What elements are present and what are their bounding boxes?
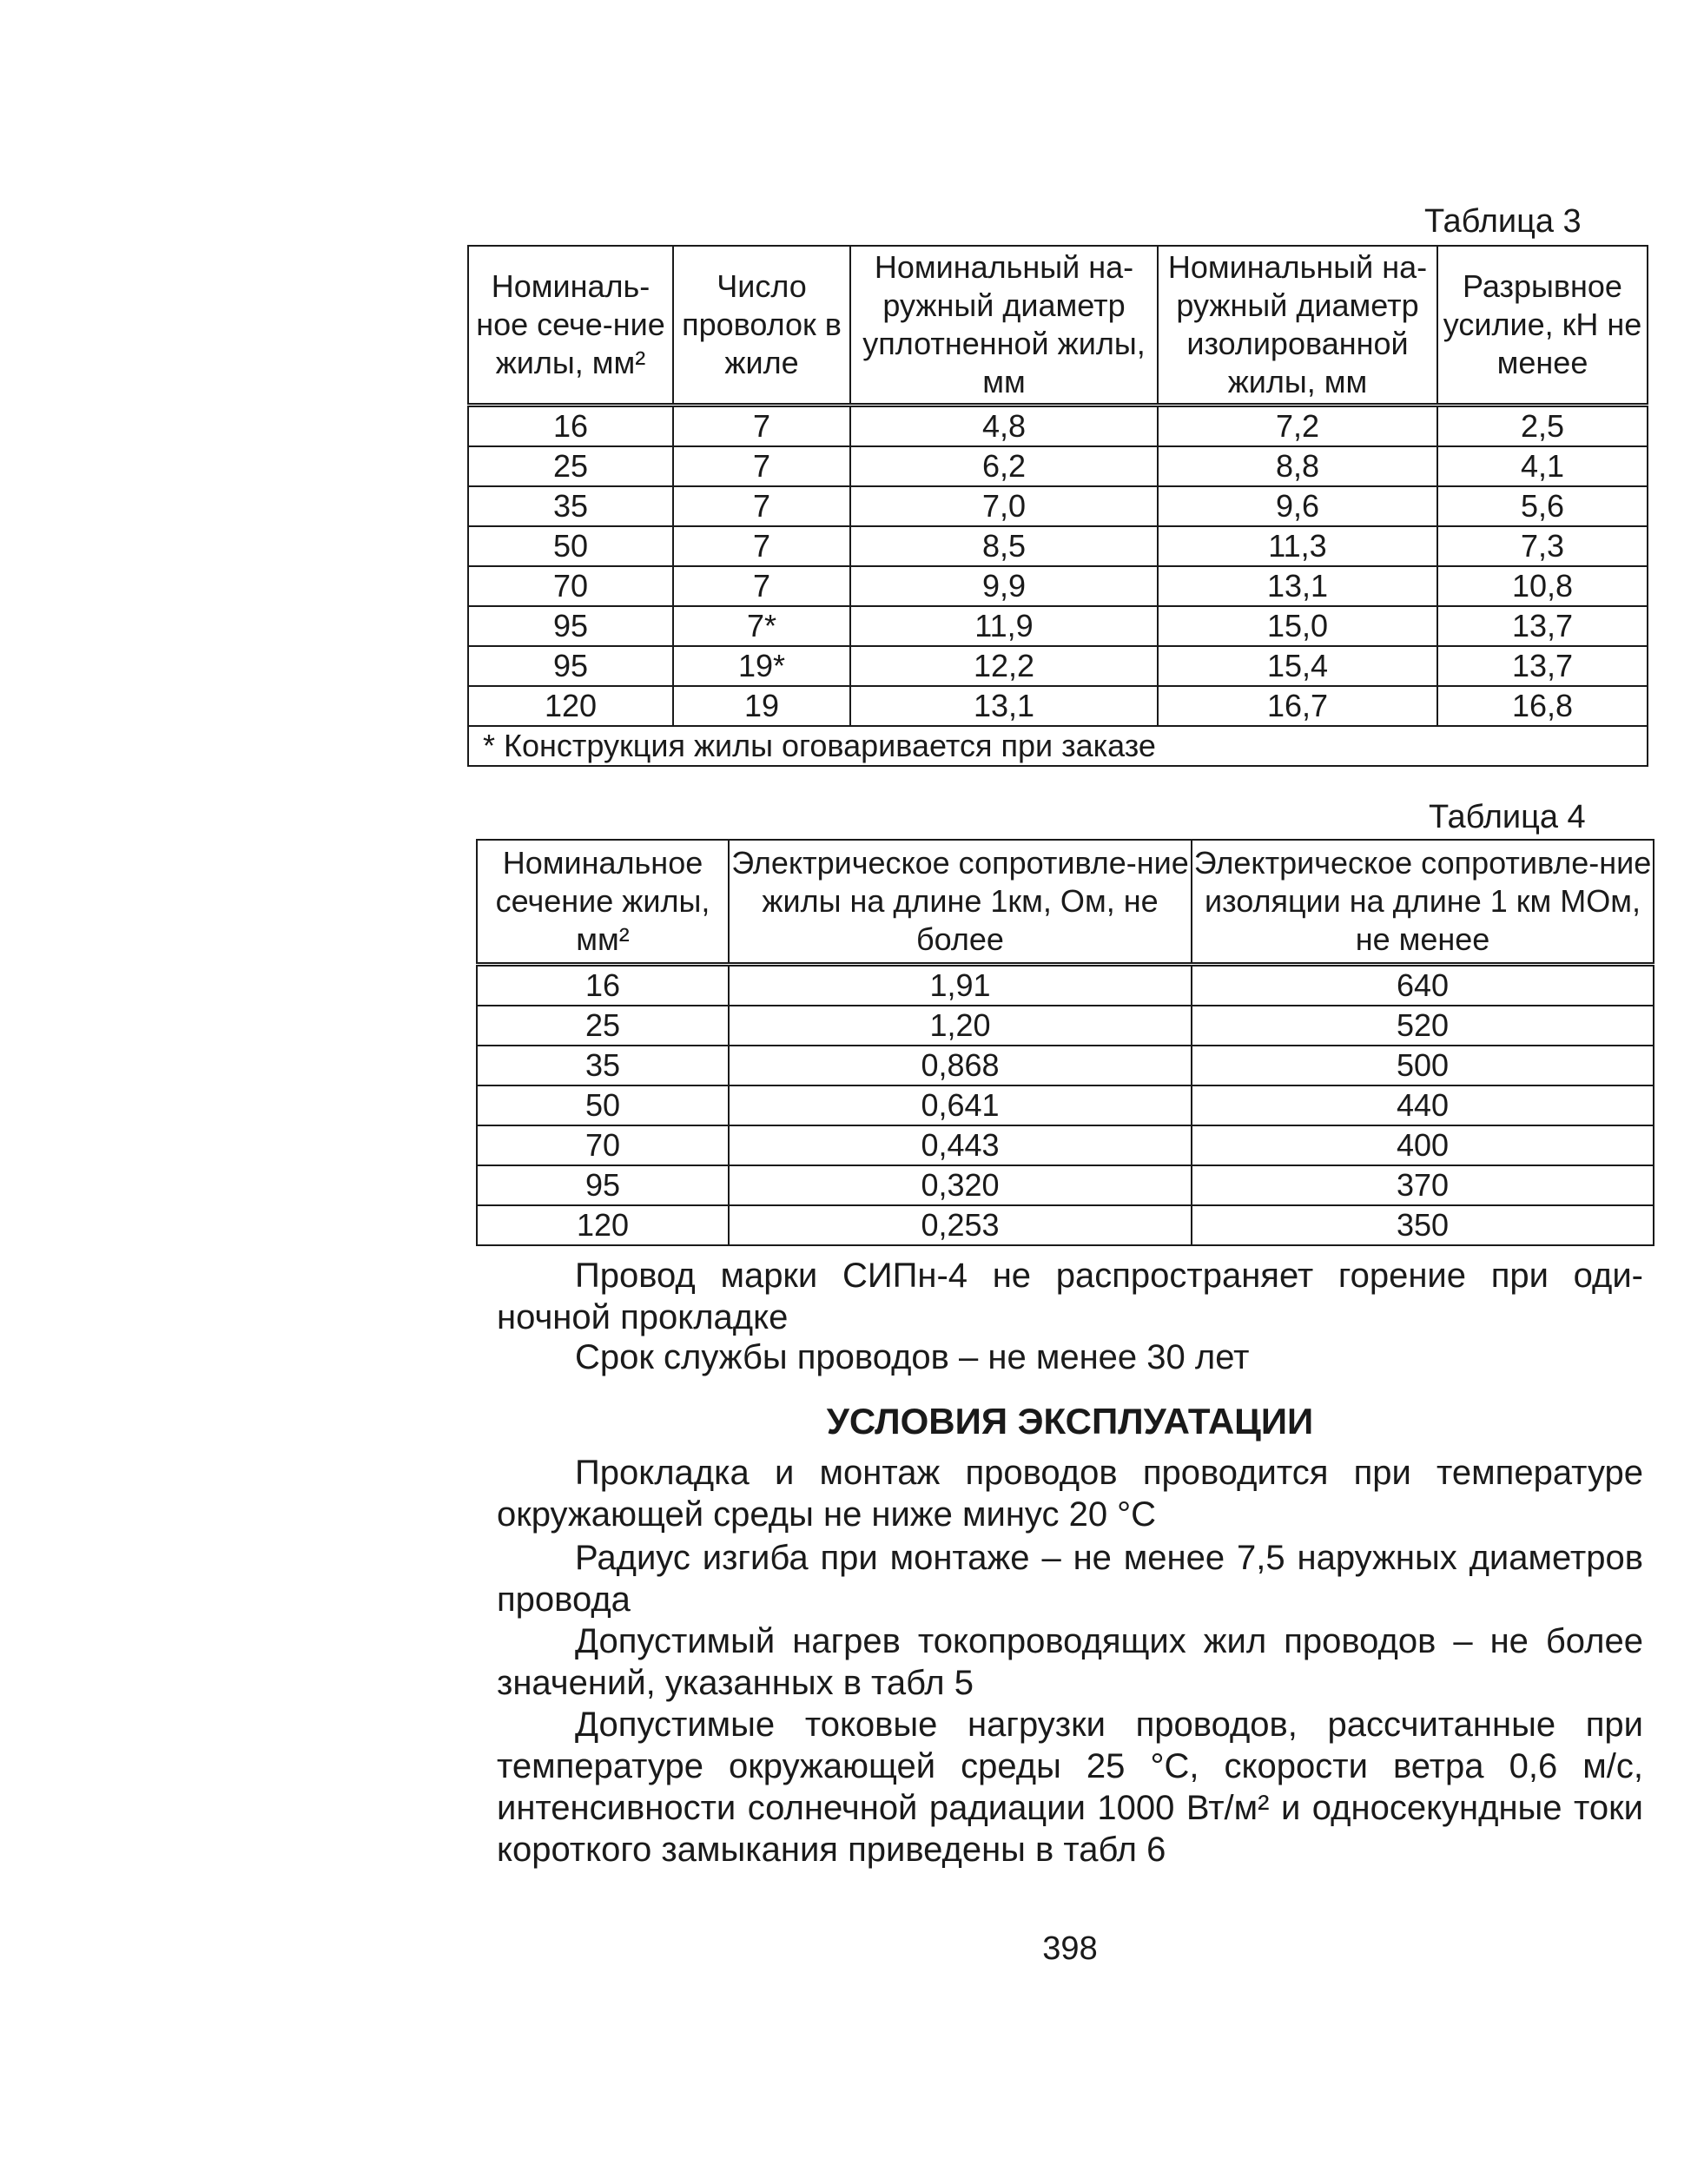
table4-cell: 35	[477, 1046, 729, 1085]
paragraph-service-life: Срок службы проводов – не менее 30 лет	[575, 1338, 1250, 1376]
table3-cell: 35	[468, 486, 673, 526]
table3-header-cell: Номинальный на-ружный диаметр уплотненной жилы, мм	[850, 246, 1158, 406]
table4-cell: 520	[1192, 1006, 1654, 1046]
table4-cell: 640	[1192, 965, 1654, 1006]
table4-row	[477, 1006, 1654, 1046]
table3-cell: 8,8	[1158, 446, 1437, 486]
table3-cell: 13,7	[1437, 646, 1648, 686]
table4-row	[477, 1205, 1654, 1245]
table3-cell: 7*	[673, 606, 850, 646]
table3-row	[468, 686, 1648, 726]
section-paragraph: Допустимый нагрев токопроводящих жил проводов – не более значений, указанных в табл 5	[497, 1622, 1643, 1702]
table3-cell: 11,3	[1158, 526, 1437, 566]
table3-cell: 16,8	[1437, 686, 1648, 726]
table3-cell: 95	[468, 606, 673, 646]
table4-cell: 25	[477, 1006, 729, 1046]
table3-cell: 95	[468, 646, 673, 686]
page-number: 398	[1042, 1930, 1098, 1967]
table3-cell: 4,1	[1437, 446, 1648, 486]
table4-cell: 0,443	[729, 1125, 1192, 1165]
table3-row	[468, 566, 1648, 606]
table3-row	[468, 486, 1648, 526]
table3-header-cell: Число проволок в жиле	[673, 246, 850, 406]
table3-cell: 7	[673, 446, 850, 486]
table3-cell: 16	[468, 406, 673, 447]
table4-cell: 50	[477, 1085, 729, 1125]
table4	[476, 839, 1654, 1246]
table3-cell: 9,9	[850, 566, 1158, 606]
table3-cell: 11,9	[850, 606, 1158, 646]
table3-header-cell: Разрывное усилие, кН не менее	[1437, 246, 1648, 406]
table4-caption: Таблица 4	[1429, 799, 1586, 835]
table3-header-row	[468, 246, 1648, 406]
table3-row	[468, 446, 1648, 486]
table4-header-row	[477, 840, 1654, 965]
table3-cell: 8,5	[850, 526, 1158, 566]
table3-cell: 50	[468, 526, 673, 566]
table4-cell: 0,253	[729, 1205, 1192, 1245]
table3-cell: 7,2	[1158, 406, 1437, 447]
table4-cell: 370	[1192, 1165, 1654, 1205]
section-paragraph: Прокладка и монтаж проводов проводится при температуре окружающей среды не ниже минус 20 °С	[497, 1454, 1643, 1534]
table3-cell: 13,1	[850, 686, 1158, 726]
table3-cell: 120	[468, 686, 673, 726]
table4-cell: 70	[477, 1125, 729, 1165]
table3-cell: 7	[673, 486, 850, 526]
table3-cell: 7	[673, 406, 850, 447]
section-paragraph: Допустимые токовые нагрузки проводов, рассчитанные при температуре окружающей среды 25 °С, скорости ветра 0,6 м/с, интенсивности солнечной радиации 1000 Вт/м² и односекундные токи короткого замыкания приведены в табл 6	[497, 1706, 1643, 1869]
table3-cell: 13,1	[1158, 566, 1437, 606]
table4-cell: 16	[477, 965, 729, 1006]
table4-cell: 0,320	[729, 1165, 1192, 1205]
table3-cell: 10,8	[1437, 566, 1648, 606]
table4-cell: 120	[477, 1205, 729, 1245]
table3-cell: 13,7	[1437, 606, 1648, 646]
section-heading: УСЛОВИЯ ЭКСПЛУАТАЦИИ	[826, 1401, 1314, 1442]
table3-cell: 7	[673, 566, 850, 606]
table4-cell: 1,91	[729, 965, 1192, 1006]
table4-row	[477, 1046, 1654, 1085]
table4-cell: 400	[1192, 1125, 1654, 1165]
table4-row	[477, 965, 1654, 1006]
table3-caption: Таблица 3	[1424, 203, 1582, 240]
table3-cell: 6,2	[850, 446, 1158, 486]
table3-cell: 5,6	[1437, 486, 1648, 526]
table3-cell: 7,3	[1437, 526, 1648, 566]
table3-body	[468, 406, 1648, 727]
table4-row	[477, 1125, 1654, 1165]
table4-row	[477, 1165, 1654, 1205]
table3-footnote-row	[468, 726, 1648, 766]
table3-header-cell: Номиналь-ное сече-ние жилы, мм²	[468, 246, 673, 406]
table4-cell: 0,868	[729, 1046, 1192, 1085]
table3	[467, 245, 1648, 767]
table3-row	[468, 526, 1648, 566]
table3-cell: 2,5	[1437, 406, 1648, 447]
table3-cell: 16,7	[1158, 686, 1437, 726]
table3-cell: 70	[468, 566, 673, 606]
table3-cell: 15,4	[1158, 646, 1437, 686]
table3-row	[468, 606, 1648, 646]
paragraph-flammability: Провод марки СИПн-4 не распространяет горение при оди-ночной прокладке	[497, 1257, 1643, 1336]
table3-row	[468, 646, 1648, 686]
table4-body	[477, 965, 1654, 1246]
table4-cell: 1,20	[729, 1006, 1192, 1046]
table3-cell: 25	[468, 446, 673, 486]
table3-row	[468, 406, 1648, 447]
table3-header-cell: Номинальный на-ружный диаметр изолированной жилы, мм	[1158, 246, 1437, 406]
table4-header-cell: Электрическое сопротивле-ние изоляции на длине 1 км МОм, не менее	[1192, 840, 1654, 965]
table4-cell: 440	[1192, 1085, 1654, 1125]
table4-row	[477, 1085, 1654, 1125]
table3-cell: 19	[673, 686, 850, 726]
table4-cell: 95	[477, 1165, 729, 1205]
table4-cell: 0,641	[729, 1085, 1192, 1125]
section-paragraph: Радиус изгиба при монтаже – не менее 7,5 наружных диаметров провода	[497, 1539, 1643, 1619]
table3-footnote: * Конструкция жилы оговаривается при заказе	[468, 726, 1648, 766]
table3-cell: 7	[673, 526, 850, 566]
table4-header-cell: Электрическое сопротивле-ние жилы на длине 1км, Ом, не более	[729, 840, 1192, 965]
table3-cell: 9,6	[1158, 486, 1437, 526]
table3-cell: 15,0	[1158, 606, 1437, 646]
table3-cell: 19*	[673, 646, 850, 686]
table4-cell: 500	[1192, 1046, 1654, 1085]
table3-cell: 4,8	[850, 406, 1158, 447]
table4-cell: 350	[1192, 1205, 1654, 1245]
table4-header-cell: Номинальное сечение жилы, мм²	[477, 840, 729, 965]
table3-cell: 12,2	[850, 646, 1158, 686]
table3-cell: 7,0	[850, 486, 1158, 526]
